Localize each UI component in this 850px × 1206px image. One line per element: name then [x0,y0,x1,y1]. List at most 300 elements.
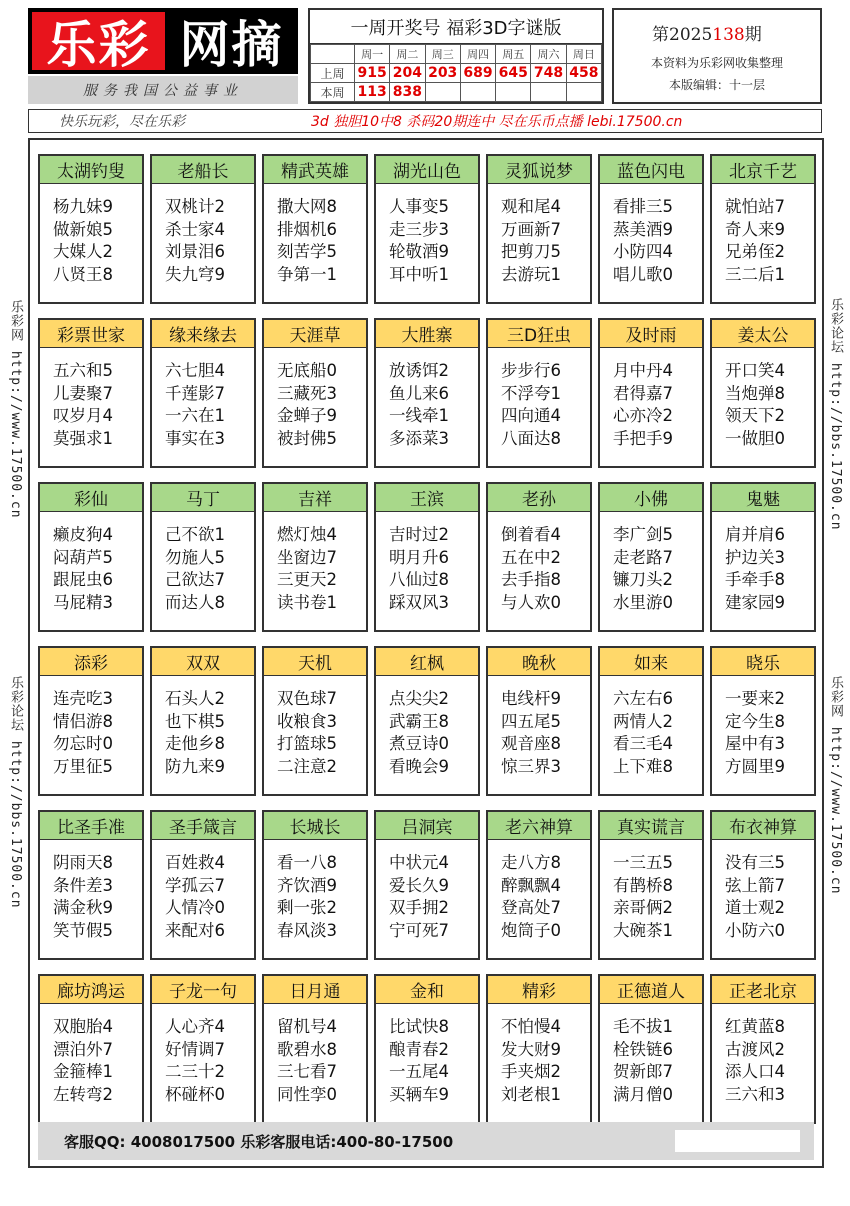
day-header: 周二 [390,45,425,64]
riddle-line: 三藏死3 [277,383,337,403]
riddle-line: 领天下2 [725,406,785,425]
riddle-line: 二三十2 [165,1062,225,1081]
riddle-list [376,676,478,778]
riddle-line: 屋中有3 [725,734,785,753]
footer-blank-box [675,1130,800,1152]
riddle-line: 毛不拔1 [613,1017,673,1036]
riddle-line: 电线杆9 [501,689,561,708]
riddle-line: 买辆车9 [389,1084,449,1104]
riddle-line: 人情冷0 [165,898,225,917]
riddle-line: 八仙过8 [389,570,449,589]
riddle-line: 看晚会9 [389,756,449,776]
last-week-label: 上周 [311,64,355,83]
draw-number: 748 [531,64,566,83]
riddle-line: 轮敬酒9 [389,242,449,261]
riddle-line: 踩双风3 [389,592,449,612]
riddle-line: 癞皮狗4 [53,525,113,544]
riddle-line: 情侣游8 [53,711,113,731]
riddle-line: 明月升6 [389,547,449,567]
riddle-line: 也下棋5 [165,711,225,731]
riddle-author: 马丁 [152,484,254,512]
main-frame [28,138,824,1168]
tagline-bar [28,109,822,133]
riddle-line: 把剪刀5 [501,242,561,261]
riddle-line: 君得嘉7 [613,383,673,403]
riddle-line: 走老路7 [613,547,673,567]
riddle-cell [262,810,368,960]
riddle-line: 上下难8 [613,756,673,776]
riddle-line: 来配对6 [165,920,225,940]
riddle-line: 吉时过2 [389,525,449,544]
riddle-line: 六七胆4 [165,361,225,380]
riddle-list [712,512,814,614]
riddle-line: 镰刀头2 [613,570,673,589]
riddle-list [40,1004,142,1106]
riddle-cell [486,810,592,960]
riddle-line: 己不欲1 [165,525,225,544]
draw-number: 645 [496,64,531,83]
side-text-right-bottom: 乐彩网 http://www.17500.cn [828,676,843,895]
riddle-author: 鬼魅 [712,484,814,512]
riddle-line: 鱼儿来6 [389,383,449,403]
riddle-list [488,512,590,614]
day-header: 周四 [460,45,495,64]
riddle-cell [150,810,256,960]
draw-number: 458 [566,64,601,83]
riddle-line: 不怕慢4 [501,1017,561,1036]
draw-number [460,83,495,102]
riddle-list [376,840,478,942]
riddle-line: 大媒人2 [53,242,113,261]
riddle-line: 争第一1 [277,264,337,284]
riddle-line: 炮筒子0 [501,920,561,940]
riddle-line: 燃灯烛4 [277,525,337,544]
riddle-line: 万里征5 [53,756,113,776]
riddle-line: 中状元4 [389,853,449,872]
riddle-cell [710,482,816,632]
riddle-line: 手夹烟2 [501,1062,561,1081]
riddle-author: 姜太公 [712,320,814,348]
riddle-line: 就怕站7 [725,197,785,216]
riddle-line: 红黄蓝8 [725,1017,785,1036]
logo-text-left: 乐彩 [32,12,165,70]
riddle-line: 比试快8 [389,1017,449,1036]
riddle-line: 三六和3 [725,1084,785,1104]
riddle-line: 当炮弹8 [725,383,785,403]
riddle-line: 走三步3 [389,219,449,239]
riddle-list [600,1004,702,1106]
riddle-author: 布衣神算 [712,812,814,840]
riddle-line: 莫强求1 [53,428,113,448]
riddle-line: 登高处7 [501,898,561,917]
riddle-line: 酿青春2 [389,1039,449,1059]
day-header: 周日 [566,45,601,64]
riddle-cell [150,482,256,632]
riddle-line: 耳中听1 [389,264,449,284]
riddle-cell [710,810,816,960]
riddle-line: 四向通4 [501,406,561,425]
riddle-line: 人事变5 [389,197,449,216]
riddle-cell [150,646,256,796]
riddle-author: 老船长 [152,156,254,184]
riddle-line: 看排三5 [613,197,673,216]
riddle-author: 太湖钓叟 [40,156,142,184]
riddle-author: 晓乐 [712,648,814,676]
riddle-line: 四五尾5 [501,711,561,731]
riddle-list [712,348,814,450]
riddle-author: 金和 [376,976,478,1004]
riddle-cell [38,482,144,632]
riddle-line: 醉飘飘4 [501,875,561,895]
riddle-list [600,676,702,778]
riddle-line: 观和尾4 [501,197,561,216]
riddle-list [264,1004,366,1106]
riddle-line: 双桃计2 [165,197,225,216]
riddle-line: 叹岁月4 [53,406,113,425]
riddle-cell [598,318,704,468]
tagline-left: 快乐玩彩，尽在乐彩 [59,114,185,130]
riddle-line: 惊三界3 [501,756,561,776]
riddle-author: 如来 [600,648,702,676]
riddle-line: 方圆里9 [725,756,785,776]
riddle-line: 金蝉子9 [277,406,337,425]
riddle-line: 步步行6 [501,361,561,380]
riddle-line: 开口笑4 [725,361,785,380]
riddle-line: 三七看7 [277,1062,337,1081]
riddle-line: 五六和5 [53,361,113,380]
riddle-list [152,348,254,450]
riddle-cell [710,154,816,304]
riddle-line: 蒸美酒9 [613,219,673,239]
riddle-list [712,184,814,286]
riddle-line: 三二后1 [725,264,785,284]
riddle-line: 贺新郎7 [613,1062,673,1081]
riddle-line: 儿妻聚7 [53,383,113,403]
riddle-line: 杨九妹9 [53,197,113,216]
riddle-list [40,840,142,942]
tagline-promo: 3d 独胆10中8 杀码20期连中 尽在乐币点播 lebi.17500.cn [311,114,683,130]
riddle-line: 倒着看4 [501,525,561,544]
draw-number: 838 [390,83,425,102]
riddle-cell [710,974,816,1124]
riddle-line: 一三五5 [613,853,673,872]
riddle-line: 八贤王8 [53,264,113,284]
riddle-line: 肩并肩6 [725,525,785,544]
riddle-line: 双手拥2 [389,898,449,917]
riddle-line: 己欲达7 [165,570,225,589]
riddle-cell [710,318,816,468]
riddle-author: 精武英雄 [264,156,366,184]
riddle-line: 排烟机6 [277,219,337,239]
riddle-line: 双胞胎4 [53,1017,113,1036]
riddle-list [152,512,254,614]
riddle-line: 奇人来9 [725,219,785,239]
riddle-line: 水里游0 [613,592,673,612]
riddle-line: 跟屁虫6 [53,570,113,589]
riddle-author: 吕洞宾 [376,812,478,840]
riddle-line: 一五尾4 [389,1062,449,1081]
riddle-author: 缘来缘去 [152,320,254,348]
riddle-line: 金箍棒1 [53,1062,113,1081]
riddle-cell [486,482,592,632]
side-text-right-top: 乐彩论坛 http://bbs.17500.cn [828,298,843,531]
riddle-line: 条件差3 [53,875,113,895]
riddle-cell [150,154,256,304]
riddle-author: 老六神算 [488,812,590,840]
riddle-line: 被封佛5 [277,428,337,448]
riddle-line: 唱儿歌0 [613,264,673,284]
riddle-list [488,348,590,450]
riddle-author: 双双 [152,648,254,676]
riddle-author: 老孙 [488,484,590,512]
riddle-line: 勿忘时0 [53,734,113,753]
riddle-line: 而达人8 [165,592,225,612]
riddle-line: 闷葫芦5 [53,547,113,567]
riddle-cell [262,154,368,304]
riddle-author: 彩仙 [40,484,142,512]
logo-text-right: 网摘 [165,8,298,74]
riddle-grid [38,154,818,1104]
riddle-cell [486,646,592,796]
riddle-line: 看三毛4 [613,734,673,753]
riddle-author: 日月通 [264,976,366,1004]
weekly-draw-box [308,8,604,104]
riddle-line: 月中丹4 [613,361,673,380]
riddle-cell [38,318,144,468]
riddle-line: 刘景泪6 [165,242,225,261]
riddle-author: 蓝色闪电 [600,156,702,184]
riddle-line: 笑节假5 [53,920,113,940]
riddle-line: 李广剑5 [613,525,673,544]
riddle-line: 杯碰杯0 [165,1084,225,1104]
riddle-cell [38,810,144,960]
riddle-line: 定今生8 [725,711,785,731]
riddle-line: 兄弟侄2 [725,242,785,261]
riddle-author: 灵狐说梦 [488,156,590,184]
slogan: 服务我国公益事业 [28,76,298,104]
riddle-author: 圣手箴言 [152,812,254,840]
riddle-author: 子龙一句 [152,976,254,1004]
riddle-list [488,676,590,778]
riddle-line: 爱长久9 [389,875,449,895]
riddle-line: 百姓救4 [165,853,225,872]
riddle-line: 小防六0 [725,920,785,940]
riddle-line: 事实在3 [165,428,225,448]
riddle-line: 做新娘5 [53,219,113,239]
riddle-cell [374,482,480,632]
riddle-line: 六左右6 [613,689,673,708]
draw-number: 203 [425,64,460,83]
riddle-line: 石头人2 [165,689,225,708]
riddle-line: 两情人2 [613,711,673,731]
riddle-list [40,676,142,778]
riddle-line: 一要来2 [725,689,785,708]
riddle-line: 观音座8 [501,734,561,753]
riddle-line: 不浮夸1 [501,383,561,403]
draw-table [310,44,602,102]
riddle-author: 廊坊鸿运 [40,976,142,1004]
riddle-cell [262,646,368,796]
riddle-cell [262,482,368,632]
issue-title [652,20,762,45]
riddle-line: 防九来9 [165,756,225,776]
riddle-line: 同性孪0 [277,1084,337,1104]
riddle-line: 古渡风2 [725,1039,785,1059]
riddle-line: 剩一张2 [277,898,337,917]
riddle-line: 看一八8 [277,853,337,872]
riddle-author: 三D狂虫 [488,320,590,348]
riddle-line: 与人欢0 [501,592,561,612]
riddle-line: 煮豆诗0 [389,734,449,753]
riddle-cell [262,318,368,468]
riddle-line: 二注意2 [277,756,337,776]
riddle-list [152,676,254,778]
riddle-list [712,1004,814,1106]
riddle-cell [598,482,704,632]
riddle-line: 左转弯2 [53,1084,113,1104]
riddle-cell [374,810,480,960]
this-week-label: 本周 [311,83,355,102]
riddle-line: 小防四4 [613,242,673,261]
riddle-line: 手牵手8 [725,570,785,589]
riddle-cell [38,154,144,304]
riddle-line: 走他乡8 [165,734,225,753]
riddle-line: 护边关3 [725,547,785,567]
draw-number: 915 [355,64,390,83]
riddle-list [152,184,254,286]
riddle-cell [150,974,256,1124]
riddle-line: 撒大网8 [277,197,337,216]
day-header: 周一 [355,45,390,64]
logo [28,8,298,74]
riddle-line: 去手指8 [501,570,561,589]
riddle-cell [262,974,368,1124]
riddle-line: 一线牵1 [389,406,449,425]
riddle-list [376,184,478,286]
riddle-line: 去游玩1 [501,264,561,284]
riddle-line: 刻苦学5 [277,242,337,261]
riddle-list [264,348,366,450]
riddle-cell [374,974,480,1124]
side-text-left-bottom: 乐彩论坛 http://bbs.17500.cn [8,676,23,909]
riddle-cell [598,974,704,1124]
riddle-line: 大碗茶1 [613,920,673,940]
riddle-cell [710,646,816,796]
riddle-list [600,512,702,614]
riddle-list [712,676,814,778]
riddle-line: 失九穹9 [165,264,225,284]
riddle-list [152,1004,254,1106]
draw-number [425,83,460,102]
riddle-cell [38,646,144,796]
riddle-line: 人心齐4 [165,1017,225,1036]
riddle-list [488,184,590,286]
riddle-list [376,512,478,614]
riddle-author: 添彩 [40,648,142,676]
day-header: 周三 [425,45,460,64]
riddle-line: 读书卷1 [277,592,337,612]
footer-contact: 客服QQ: 4008017500 乐彩客服电话:400-80-17500 [64,1132,454,1151]
draw-title: 一周开奖号 福彩3D字谜版 [310,10,602,44]
footer-bar [38,1122,814,1160]
riddle-cell [150,318,256,468]
riddle-author: 长城长 [264,812,366,840]
riddle-author: 天涯草 [264,320,366,348]
riddle-author: 晚秋 [488,648,590,676]
riddle-line: 满月僧0 [613,1084,673,1104]
draw-corner [311,45,355,64]
riddle-line: 无底船0 [277,361,337,380]
riddle-list [264,184,366,286]
riddle-line: 留机号4 [277,1017,337,1036]
riddle-author: 大胜寨 [376,320,478,348]
draw-number [531,83,566,102]
riddle-author: 红枫 [376,648,478,676]
draw-number [566,83,601,102]
issue-number: 138 [712,25,745,45]
riddle-line: 有鹊桥8 [613,875,673,895]
draw-number: 204 [390,64,425,83]
riddle-cell [598,810,704,960]
riddle-list [376,1004,478,1106]
riddle-list [152,840,254,942]
issue-box [612,8,822,104]
riddle-line: 一六在1 [165,406,225,425]
riddle-list [264,840,366,942]
issue-suffix: 期 [744,25,762,45]
riddle-line: 漂泊外7 [53,1039,113,1059]
riddle-author: 及时雨 [600,320,702,348]
riddle-list [600,184,702,286]
riddle-line: 万画新7 [501,219,561,239]
riddle-author: 正老北京 [712,976,814,1004]
riddle-line: 一做胆0 [725,428,785,448]
riddle-list [264,676,366,778]
riddle-cell [486,318,592,468]
riddle-author: 正德道人 [600,976,702,1004]
side-text-left-top: 乐彩网 http://www.17500.cn [8,300,23,519]
riddle-list [40,512,142,614]
riddle-line: 心亦冷2 [613,406,673,425]
riddle-cell [598,154,704,304]
day-header: 周六 [531,45,566,64]
riddle-line: 添人口4 [725,1062,785,1081]
riddle-list [376,348,478,450]
riddle-list [40,184,142,286]
issue-prefix: 第2025 [652,25,713,45]
riddle-cell [486,154,592,304]
riddle-cell [374,154,480,304]
riddle-line: 勿施人5 [165,547,225,567]
riddle-cell [38,974,144,1124]
riddle-author: 王滨 [376,484,478,512]
riddle-author: 小佛 [600,484,702,512]
draw-number [496,83,531,102]
riddle-line: 宁可死7 [389,920,449,940]
riddle-list [488,1004,590,1106]
riddle-line: 栓铁链6 [613,1039,673,1059]
riddle-line: 多添菜3 [389,428,449,448]
riddle-line: 阴雨天8 [53,853,113,872]
riddle-line: 点尖尖2 [389,689,449,708]
riddle-line: 没有三5 [725,853,785,872]
riddle-list [600,348,702,450]
riddle-list [600,840,702,942]
riddle-line: 满金秋9 [53,898,113,917]
riddle-line: 亲哥俩2 [613,898,673,917]
riddle-cell [598,646,704,796]
riddle-list [712,840,814,942]
